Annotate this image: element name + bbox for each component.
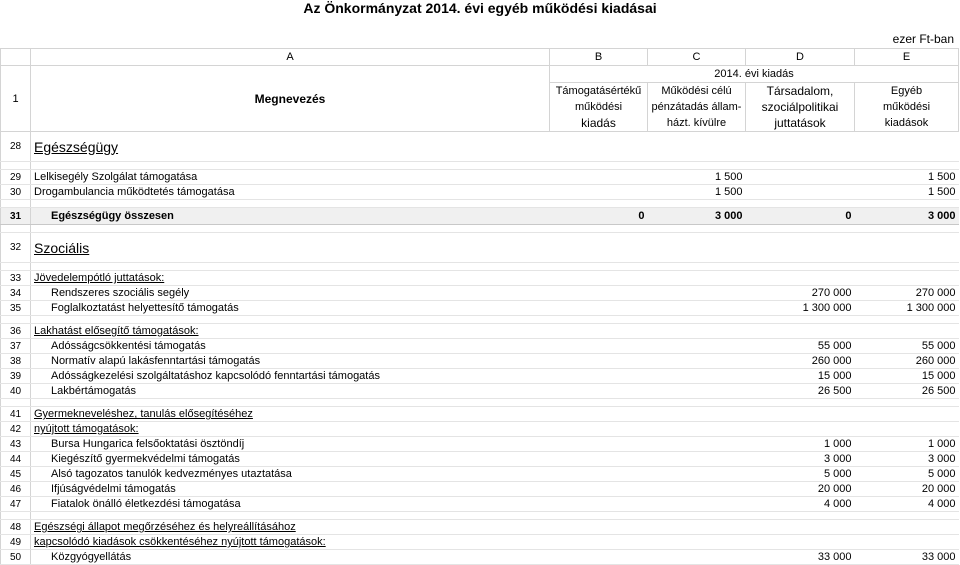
cell-c — [648, 162, 746, 170]
cell-c — [648, 384, 746, 399]
cell-e: 3 000 — [855, 452, 959, 467]
cell-b — [550, 520, 648, 535]
cell-b: 0 — [550, 208, 648, 225]
row-number: 40 — [1, 384, 31, 399]
cell-d — [746, 535, 855, 550]
cell-b — [550, 200, 648, 208]
table-row — [1, 339, 959, 354]
header-name: Megnevezés — [31, 66, 550, 132]
cell-e — [855, 225, 959, 233]
row-number: 34 — [1, 286, 31, 301]
row-number: 38 — [1, 354, 31, 369]
cell-e: 4 000 — [855, 497, 959, 512]
table-row — [1, 482, 959, 497]
cell-b — [550, 550, 648, 565]
table-row — [1, 422, 959, 437]
header-b: Támogatásértékű — [550, 83, 648, 100]
cell-b — [550, 233, 648, 263]
cell-e: 1 500 — [855, 170, 959, 185]
cell-b — [550, 271, 648, 286]
header-e: Egyéb — [855, 83, 959, 100]
cell-e — [855, 132, 959, 162]
header-d: juttatások — [746, 115, 855, 132]
cell-d — [746, 407, 855, 422]
cell-c — [648, 200, 746, 208]
row-number — [1, 316, 31, 324]
cell-c — [648, 452, 746, 467]
row-label: Egészségügy — [31, 132, 550, 162]
column-letters-row — [1, 49, 959, 66]
cell-c — [648, 233, 746, 263]
cell-c — [648, 520, 746, 535]
cell-c — [648, 407, 746, 422]
row-label — [31, 162, 550, 170]
cell-b — [550, 482, 648, 497]
col-letter: E — [855, 49, 959, 66]
cell-b — [550, 162, 648, 170]
row-number: 50 — [1, 550, 31, 565]
cell-d: 1 000 — [746, 437, 855, 452]
cell-d: 0 — [746, 208, 855, 225]
row-label — [31, 200, 550, 208]
table-row — [1, 185, 959, 200]
cell-b — [550, 339, 648, 354]
cell-b — [550, 512, 648, 520]
cell-c — [648, 512, 746, 520]
cell-c — [648, 339, 746, 354]
cell-d: 5 000 — [746, 467, 855, 482]
cell-d — [746, 520, 855, 535]
cell-d: 260 000 — [746, 354, 855, 369]
cell-d — [746, 162, 855, 170]
cell-c: 1 500 — [648, 170, 746, 185]
row-label: Lakhatást elősegítő támogatások: — [31, 324, 550, 339]
row-label: Rendszeres szociális segély — [31, 286, 550, 301]
cell-e: 15 000 — [855, 369, 959, 384]
row-number: 29 — [1, 170, 31, 185]
cell-c: 1 500 — [648, 185, 746, 200]
cell-c — [648, 132, 746, 162]
cell-e — [855, 535, 959, 550]
header-group: 2014. évi kiadás — [550, 66, 959, 83]
cell-e — [855, 399, 959, 407]
cell-b — [550, 324, 648, 339]
row-number: 1 — [1, 66, 31, 132]
header-d: Társadalom, — [746, 83, 855, 100]
row-number: 37 — [1, 339, 31, 354]
cell-e: 5 000 — [855, 467, 959, 482]
cell-b — [550, 132, 648, 162]
cell-c — [648, 422, 746, 437]
cell-e: 270 000 — [855, 286, 959, 301]
cell-d — [746, 132, 855, 162]
cell-d — [746, 233, 855, 263]
cell-c — [648, 482, 746, 497]
row-label: Gyermekneveléshez, tanulás elősegítéséhez — [31, 407, 550, 422]
header-e: működési — [855, 99, 959, 115]
table-row — [1, 132, 959, 162]
row-number: 41 — [1, 407, 31, 422]
header-row-group — [1, 66, 959, 83]
cell-c — [648, 437, 746, 452]
row-number: 35 — [1, 301, 31, 316]
cell-c — [648, 467, 746, 482]
cell-d: 55 000 — [746, 339, 855, 354]
col-letter: C — [648, 49, 746, 66]
cell-c — [648, 316, 746, 324]
cell-b — [550, 437, 648, 452]
cell-e — [855, 422, 959, 437]
row-number: 33 — [1, 271, 31, 286]
row-number: 30 — [1, 185, 31, 200]
cell-d — [746, 324, 855, 339]
row-label: Fiatalok önálló életkezdési támogatása — [31, 497, 550, 512]
spacer-row — [1, 225, 959, 233]
cell-c — [648, 301, 746, 316]
cell-e: 55 000 — [855, 339, 959, 354]
page-title: Az Önkormányzat 2014. évi egyéb működési kiadásai — [303, 0, 657, 16]
row-number: 44 — [1, 452, 31, 467]
col-letter: B — [550, 49, 648, 66]
row-number: 48 — [1, 520, 31, 535]
row-label: Lakbértámogatás — [31, 384, 550, 399]
cell-c — [648, 286, 746, 301]
cell-d — [746, 422, 855, 437]
header-c: házt. kívülre — [648, 115, 746, 132]
cell-d — [746, 512, 855, 520]
cell-e — [855, 271, 959, 286]
cell-d: 4 000 — [746, 497, 855, 512]
row-label: Szociális — [31, 233, 550, 263]
cell-b — [550, 422, 648, 437]
unit-label: ezer Ft-ban — [892, 32, 954, 46]
col-letter: A — [31, 49, 550, 66]
row-number: 45 — [1, 467, 31, 482]
header-b: működési — [550, 99, 648, 115]
cell-d: 20 000 — [746, 482, 855, 497]
row-label: Egészségi állapot megőrzéséhez és helyreállításához — [31, 520, 550, 535]
cell-e — [855, 162, 959, 170]
cell-c — [648, 271, 746, 286]
row-label — [31, 512, 550, 520]
cell-d — [746, 185, 855, 200]
cell-c — [648, 324, 746, 339]
cell-e — [855, 233, 959, 263]
row-number — [1, 225, 31, 233]
row-number: 46 — [1, 482, 31, 497]
row-number: 42 — [1, 422, 31, 437]
table-row — [1, 437, 959, 452]
cell-e — [855, 324, 959, 339]
spacer-row — [1, 162, 959, 170]
cell-e: 1 300 000 — [855, 301, 959, 316]
cell-d: 26 500 — [746, 384, 855, 399]
cell-e — [855, 520, 959, 535]
cell-d: 1 300 000 — [746, 301, 855, 316]
cell-d — [746, 263, 855, 271]
row-number — [1, 263, 31, 271]
cell-d — [746, 399, 855, 407]
row-label: Jövedelempótló juttatások: — [31, 271, 550, 286]
cell-b — [550, 263, 648, 271]
expense-table — [0, 48, 959, 565]
table-row — [1, 407, 959, 422]
row-label: Lelkisegély Szolgálat támogatása — [31, 170, 550, 185]
row-label — [31, 399, 550, 407]
row-label: kapcsolódó kiadások csökkentéséhez nyújtott támogatások: — [31, 535, 550, 550]
spacer-row — [1, 263, 959, 271]
row-label: Közgyógyellátás — [31, 550, 550, 565]
cell-c — [648, 399, 746, 407]
cell-b — [550, 301, 648, 316]
row-label: Adósságkezelési szolgáltatáshoz kapcsolódó fenntartási támogatás — [31, 369, 550, 384]
table-row — [1, 354, 959, 369]
row-number — [1, 399, 31, 407]
cell-b — [550, 467, 648, 482]
cell-e — [855, 316, 959, 324]
cell-e: 20 000 — [855, 482, 959, 497]
table-row — [1, 452, 959, 467]
cell-b — [550, 185, 648, 200]
cell-b — [550, 369, 648, 384]
row-label: Egészségügy összesen — [31, 208, 550, 225]
cell-c — [648, 535, 746, 550]
cell-b — [550, 170, 648, 185]
table-row — [1, 324, 959, 339]
cell-e: 260 000 — [855, 354, 959, 369]
cell-b — [550, 497, 648, 512]
table-row — [1, 467, 959, 482]
cell-c — [648, 263, 746, 271]
row-number — [1, 162, 31, 170]
col-letter: D — [746, 49, 855, 66]
row-label: Ifjúságvédelmi támogatás — [31, 482, 550, 497]
spacer-row — [1, 399, 959, 407]
table-row — [1, 233, 959, 263]
cell-d: 270 000 — [746, 286, 855, 301]
table-row — [1, 271, 959, 286]
table-row — [1, 550, 959, 565]
cell-b — [550, 399, 648, 407]
row-label: Drogambulancia működtetés támogatása — [31, 185, 550, 200]
cell-d: 3 000 — [746, 452, 855, 467]
row-number — [1, 200, 31, 208]
cell-b — [550, 316, 648, 324]
row-number: 49 — [1, 535, 31, 550]
cell-d: 33 000 — [746, 550, 855, 565]
cell-b — [550, 286, 648, 301]
cell-e — [855, 512, 959, 520]
cell-c — [648, 354, 746, 369]
row-number: 39 — [1, 369, 31, 384]
cell-d — [746, 170, 855, 185]
cell-e: 3 000 — [855, 208, 959, 225]
cell-b — [550, 384, 648, 399]
cell-e — [855, 407, 959, 422]
cell-c — [648, 225, 746, 233]
row-number: 36 — [1, 324, 31, 339]
cell-e — [855, 263, 959, 271]
cell-d — [746, 271, 855, 286]
row-number: 31 — [1, 208, 31, 225]
header-c: pénzátadás állam- — [648, 99, 746, 115]
cell-d — [746, 200, 855, 208]
cell-d — [746, 225, 855, 233]
table-row — [1, 208, 959, 225]
cell-b — [550, 452, 648, 467]
row-label — [31, 225, 550, 233]
header-e: kiadások — [855, 115, 959, 132]
cell-c — [648, 550, 746, 565]
table-row — [1, 384, 959, 399]
spacer-row — [1, 200, 959, 208]
spacer-row — [1, 316, 959, 324]
cell-c — [648, 497, 746, 512]
row-label: Adósságcsökkentési támogatás — [31, 339, 550, 354]
header-b: kiadás — [550, 115, 648, 132]
cell-e: 1 500 — [855, 185, 959, 200]
row-number: 32 — [1, 233, 31, 263]
cell-b — [550, 225, 648, 233]
cell-d: 15 000 — [746, 369, 855, 384]
row-label: Foglalkoztatást helyettesítő támogatás — [31, 301, 550, 316]
header-d: szociálpolitikai — [746, 99, 855, 115]
cell-d — [746, 316, 855, 324]
row-number: 28 — [1, 132, 31, 162]
row-label: Normatív alapú lakásfenntartási támogatás — [31, 354, 550, 369]
cell-b — [550, 407, 648, 422]
table-row — [1, 520, 959, 535]
row-label — [31, 316, 550, 324]
table-row — [1, 369, 959, 384]
header-c: Működési célú — [648, 83, 746, 100]
table-row — [1, 497, 959, 512]
cell-e — [855, 200, 959, 208]
cell-b — [550, 535, 648, 550]
cell-b — [550, 354, 648, 369]
cell-c: 3 000 — [648, 208, 746, 225]
row-label: nyújtott támogatások: — [31, 422, 550, 437]
row-number: 47 — [1, 497, 31, 512]
spacer-row — [1, 512, 959, 520]
row-label: Bursa Hungarica felsőoktatási ösztöndíj — [31, 437, 550, 452]
row-label: Kiegészítő gyermekvédelmi támogatás — [31, 452, 550, 467]
table-row — [1, 286, 959, 301]
table-row — [1, 535, 959, 550]
row-label: Alsó tagozatos tanulók kedvezményes utaztatása — [31, 467, 550, 482]
row-number: 43 — [1, 437, 31, 452]
row-number — [1, 512, 31, 520]
table-row — [1, 170, 959, 185]
cell-e: 33 000 — [855, 550, 959, 565]
cell-e: 26 500 — [855, 384, 959, 399]
row-label — [31, 263, 550, 271]
cell-c — [648, 369, 746, 384]
cell-e: 1 000 — [855, 437, 959, 452]
table-row — [1, 301, 959, 316]
